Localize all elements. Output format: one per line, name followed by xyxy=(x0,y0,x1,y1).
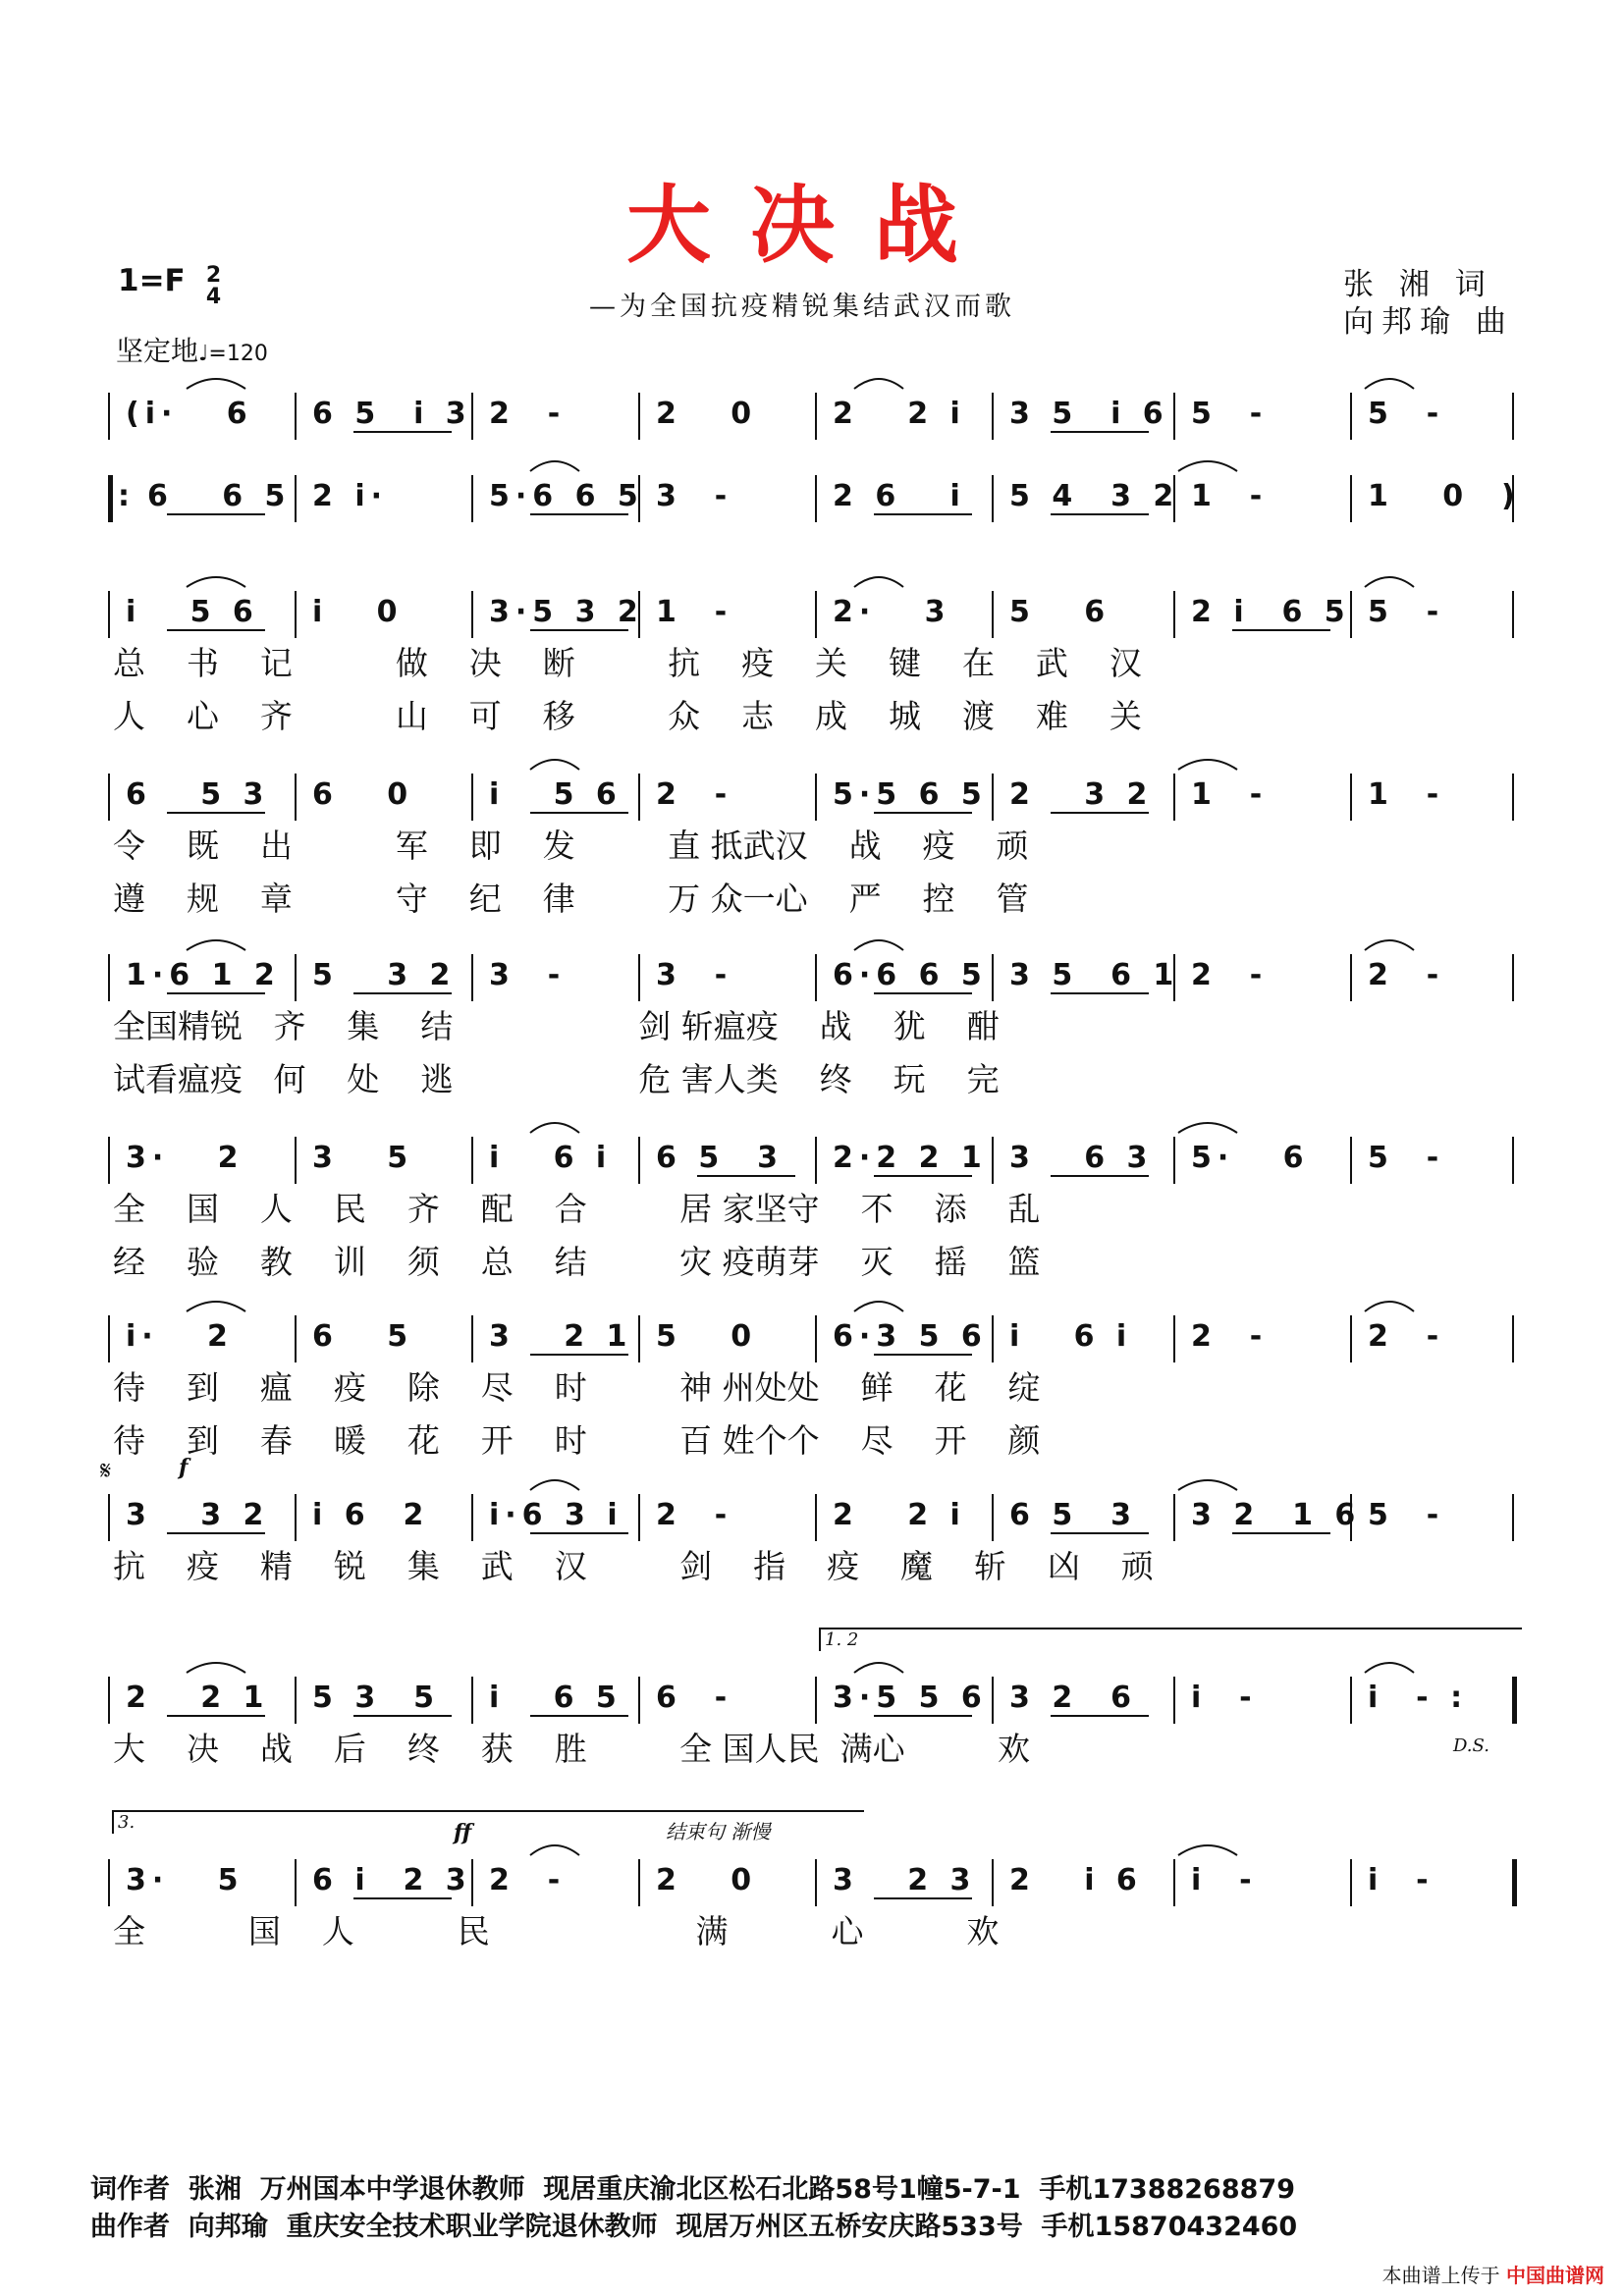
lyric-line: 大 决 战 后 终 获 胜 全 国人民 满心 欢 xyxy=(113,1730,1031,1768)
upload-note xyxy=(1382,2260,1604,2288)
measure-notes: 2 2 i xyxy=(833,397,966,431)
measure-notes: 5·5 6 5 xyxy=(833,777,988,812)
measure-notes: 3 2 1 xyxy=(489,1319,633,1354)
measure-notes: 6·6 6 5 xyxy=(833,958,988,992)
barline xyxy=(992,393,994,440)
measure-notes: 2· 3 xyxy=(833,595,951,629)
measure-notes: i - xyxy=(1191,1681,1258,1715)
measure-notes: 1 - xyxy=(656,595,733,629)
time-sig-top: 2 xyxy=(205,262,222,288)
score-row xyxy=(108,383,1522,442)
subtitle: —为全国抗疫精锐集结武汉而歌 xyxy=(589,292,1015,322)
barline xyxy=(1173,1677,1175,1724)
key-signature xyxy=(118,263,221,308)
barline xyxy=(1512,1494,1514,1541)
barline xyxy=(108,1315,110,1362)
barline xyxy=(815,475,817,522)
barline xyxy=(1350,393,1352,440)
measure-notes: 6 i 2 3 xyxy=(312,1863,472,1897)
measure-notes: 2 - xyxy=(489,397,567,431)
measure-notes: 3 2 3 xyxy=(833,1863,977,1897)
barline xyxy=(815,954,817,1001)
measure-notes: 5 - xyxy=(1368,1141,1445,1175)
measure-notes: 5· 6 xyxy=(1191,1141,1310,1175)
barline xyxy=(471,1494,473,1541)
barline xyxy=(471,954,473,1001)
measure-notes: 3 3 2 xyxy=(126,1498,270,1532)
lyric-line: 试看瘟疫 何 处 逃 危 害人类 终 玩 完 xyxy=(113,1060,1000,1098)
measure-notes: 5 3 5 xyxy=(312,1681,440,1715)
barline xyxy=(815,591,817,638)
score-row xyxy=(108,581,1522,735)
barline xyxy=(471,1677,473,1724)
tempo-value: ♩=120 xyxy=(198,342,268,366)
barline xyxy=(638,1677,640,1724)
barline xyxy=(108,475,113,522)
score-row xyxy=(100,1455,1522,1585)
measure-notes: 5 - xyxy=(1368,1498,1445,1532)
barline xyxy=(1512,1137,1514,1184)
barline xyxy=(1512,954,1514,1001)
lyric-line: 待 到 春 暖 花 开 时 百 姓个个 尽 开 颜 xyxy=(113,1421,1041,1460)
barline xyxy=(1173,591,1175,638)
barline xyxy=(815,1315,817,1362)
barline xyxy=(1350,1859,1352,1906)
measure-notes: 3·5 3 2 xyxy=(489,595,644,629)
lyric-line: 待 到 瘟 疫 除 尽 时 神 州处处 鲜 花 绽 xyxy=(113,1368,1041,1407)
barline xyxy=(1173,1315,1175,1362)
lyric-line: 人 心 齐 山 可 移 众 志 成 城 渡 难 关 xyxy=(113,697,1142,735)
score-row xyxy=(108,1127,1522,1281)
measure-notes: 3 - xyxy=(656,479,733,513)
measure-notes: 6 5 3 xyxy=(656,1141,784,1175)
repeat-sign: : xyxy=(118,479,135,513)
measure-notes: 2 - xyxy=(1191,1319,1269,1354)
lyricist: 张 湘 词 xyxy=(1343,267,1493,302)
barline xyxy=(108,591,110,638)
measure-notes: 1 0 ) xyxy=(1368,479,1521,513)
measure-notes: i 6 5 xyxy=(489,1681,623,1715)
dynamic-mark: f xyxy=(179,1455,189,1480)
measure-notes: i - xyxy=(1368,1863,1435,1897)
measure-notes: i·6 3 i xyxy=(489,1498,623,1532)
barline xyxy=(1350,1677,1352,1724)
measure-notes: 5 - xyxy=(1191,397,1269,431)
barline xyxy=(295,591,297,638)
barline xyxy=(992,1494,994,1541)
barline xyxy=(815,774,817,821)
barline xyxy=(992,591,994,638)
barline xyxy=(1350,954,1352,1001)
barline xyxy=(638,1137,640,1184)
barline xyxy=(992,1137,994,1184)
measure-notes: 2·2 2 1 xyxy=(833,1141,988,1175)
measure-notes: 6 5 3 xyxy=(1009,1498,1137,1532)
barline xyxy=(295,1315,297,1362)
score-row xyxy=(108,764,1522,918)
upload-site: 中国曲谱网 xyxy=(1506,2264,1604,2287)
measure-notes: 2 6 i xyxy=(833,479,966,513)
volta-bracket: 1. 2 xyxy=(819,1628,1522,1651)
barline xyxy=(1173,1494,1175,1541)
barline xyxy=(1512,774,1514,821)
measure-notes: 1 - xyxy=(1191,777,1269,812)
measure-notes: 6 - xyxy=(656,1681,733,1715)
barline xyxy=(638,1859,640,1906)
measure-notes: 2 - xyxy=(656,1498,733,1532)
barline xyxy=(1173,1137,1175,1184)
measure-notes: 3 2 1 6 xyxy=(1191,1498,1362,1532)
measure-notes: 5 0 xyxy=(656,1319,758,1354)
barline xyxy=(108,1137,110,1184)
barline xyxy=(108,954,110,1001)
measure-notes: 3·5 5 6 xyxy=(833,1681,988,1715)
barline xyxy=(108,1859,110,1906)
time-sig-bottom: 4 xyxy=(205,284,222,309)
measure-notes: i 0 xyxy=(312,595,404,629)
barline xyxy=(1350,1315,1352,1362)
barline xyxy=(108,774,110,821)
barline xyxy=(1512,591,1514,638)
measure-notes: 2 3 2 xyxy=(1009,777,1154,812)
barline xyxy=(1512,1315,1514,1362)
barline xyxy=(295,774,297,821)
score-row xyxy=(108,1812,1522,1950)
measure-notes: i - xyxy=(1191,1863,1258,1897)
measure-notes: 2 0 xyxy=(656,397,758,431)
ending-tempo-note: 结束句 渐慢 xyxy=(666,1820,771,1843)
score-row xyxy=(108,944,1522,1098)
barline xyxy=(295,1137,297,1184)
measure-notes: 3 2 6 xyxy=(1009,1681,1137,1715)
barline xyxy=(815,393,817,440)
lyric-line: 令 既 出 军 即 发 直 抵武汉 战 疫 顽 xyxy=(113,827,1029,865)
barline xyxy=(1350,475,1352,522)
barline xyxy=(1173,774,1175,821)
lyric-line: 遵 规 章 守 纪 律 万 众一心 严 控 管 xyxy=(113,880,1029,918)
measure-notes: i 6 i xyxy=(489,1141,613,1175)
measure-notes: 3 5 i 6 xyxy=(1009,397,1169,431)
barline xyxy=(1173,1859,1175,1906)
measure-notes: 2 - xyxy=(489,1863,567,1897)
measure-notes: 2 i 6 5 xyxy=(1191,595,1351,629)
barline xyxy=(1512,393,1514,440)
measure-notes: 2 - xyxy=(656,777,733,812)
barline xyxy=(992,1859,994,1906)
measure-notes: 3 - xyxy=(656,958,733,992)
measure-notes: 6 5 i 3 xyxy=(312,397,472,431)
measure-notes: 2 2 1 xyxy=(126,1681,270,1715)
measure-notes: 1 - xyxy=(1191,479,1269,513)
barline xyxy=(295,475,297,522)
barline xyxy=(1512,1677,1517,1724)
measure-notes: 2 0 xyxy=(656,1863,758,1897)
measure-notes: i 6 i xyxy=(1009,1319,1133,1354)
barline xyxy=(815,1859,817,1906)
measure-notes: 5 - xyxy=(1368,397,1445,431)
measure-notes: 5 6 xyxy=(1009,595,1111,629)
score-row xyxy=(108,1306,1522,1460)
footer-lyricist-info: 词作者 张湘 万州国本中学退休教师 现居重庆渝北区松石北路58号1幢5-7-1 手机17388268879 xyxy=(90,2174,1295,2205)
barline xyxy=(108,1494,110,1541)
barline xyxy=(1350,774,1352,821)
barline xyxy=(815,1494,817,1541)
upload-prefix: 本曲谱上传于 xyxy=(1381,2264,1500,2287)
barline xyxy=(815,1677,817,1724)
measure-notes: (i· 6 xyxy=(126,397,253,431)
barline xyxy=(295,393,297,440)
measure-notes: i 5 6 xyxy=(489,777,623,812)
dynamic-mark: ff xyxy=(454,1820,472,1845)
barline xyxy=(638,393,640,440)
barline xyxy=(108,1677,110,1724)
measure-notes: 2 i· xyxy=(312,479,388,513)
barline xyxy=(471,774,473,821)
barline xyxy=(638,954,640,1001)
measure-notes: 5·6 6 5 xyxy=(489,479,644,513)
barline xyxy=(471,591,473,638)
measure-notes: 6 0 xyxy=(312,777,414,812)
barline xyxy=(638,1494,640,1541)
barline xyxy=(1173,393,1175,440)
song-title: 大决战 xyxy=(626,176,998,275)
measure-notes: 2 - xyxy=(1368,1319,1445,1354)
measure-notes: 3 5 6 1 xyxy=(1009,958,1180,992)
measure-notes: 5 4 3 2 xyxy=(1009,479,1180,513)
measure-notes: 6 5 xyxy=(312,1319,414,1354)
barline xyxy=(471,1137,473,1184)
time-signature xyxy=(205,262,222,309)
measure-notes: i 6 2 xyxy=(312,1498,430,1532)
lyric-line: 全 国 人 民 齐 配 合 居 家坚守 不 添 乱 xyxy=(113,1190,1041,1228)
measure-notes: 1 - xyxy=(1368,777,1445,812)
measure-notes: 3 5 xyxy=(312,1141,414,1175)
barline xyxy=(992,475,994,522)
measure-notes: 6 6 5 xyxy=(147,479,292,513)
score-row xyxy=(108,465,1522,524)
barline xyxy=(471,1315,473,1362)
lyric-line: 抗 疫 精 锐 集 武 汉 剑 指 疫 魔 斩 凶 顽 xyxy=(113,1547,1154,1585)
barline xyxy=(815,1137,817,1184)
footer-composer-info: 曲作者 向邦瑜 重庆安全技术职业学院退休教师 现居万州区五桥安庆路533号 手机15870432460 xyxy=(90,2212,1298,2242)
tempo-marking xyxy=(116,330,268,369)
barline xyxy=(295,954,297,1001)
measure-notes: 1·6 1 2 xyxy=(126,958,281,992)
barline xyxy=(638,1315,640,1362)
ds-mark: D.S. xyxy=(1453,1735,1489,1756)
barline xyxy=(471,475,473,522)
measure-notes: i· 2 xyxy=(126,1319,234,1354)
barline xyxy=(295,1859,297,1906)
measure-notes: 3· 5 xyxy=(126,1863,244,1897)
barline xyxy=(1512,1859,1517,1906)
barline xyxy=(992,954,994,1001)
barline xyxy=(992,1677,994,1724)
score-row xyxy=(108,1629,1522,1768)
lyric-line: 总 书 记 做 决 断 抗 疫 关 键 在 武 汉 xyxy=(113,644,1142,682)
segno-sign: 𝄋 xyxy=(100,1457,112,1486)
measure-notes: 2 2 i xyxy=(833,1498,966,1532)
tempo-word: 坚定地 xyxy=(116,335,199,367)
measure-notes: 3 - xyxy=(489,958,567,992)
barline xyxy=(1350,1137,1352,1184)
measure-notes: 2 - xyxy=(1191,958,1269,992)
barline xyxy=(295,1677,297,1724)
key-label: 1=F xyxy=(118,263,186,298)
measure-notes: 3 6 3 xyxy=(1009,1141,1154,1175)
lyric-line: 经 验 教 训 须 总 结 灾 疫萌芽 灭 摇 篮 xyxy=(113,1243,1041,1281)
barline xyxy=(992,1315,994,1362)
measure-notes: 5 3 2 xyxy=(312,958,457,992)
barline xyxy=(295,1494,297,1541)
lyric-line: 全 国 人 民 满 心 欢 xyxy=(113,1912,1000,1950)
measure-notes: 6·3 5 6 xyxy=(833,1319,988,1354)
measure-notes: 2 i 6 xyxy=(1009,1863,1143,1897)
barline xyxy=(638,774,640,821)
barline xyxy=(992,774,994,821)
barline xyxy=(108,393,110,440)
volta-bracket: 3. xyxy=(112,1810,864,1834)
measure-notes: i - : xyxy=(1368,1681,1469,1715)
measure-notes: 3· 2 xyxy=(126,1141,244,1175)
composer: 向邦瑜 曲 xyxy=(1343,304,1514,340)
measure-notes: 5 - xyxy=(1368,595,1445,629)
measure-notes: 2 - xyxy=(1368,958,1445,992)
lyric-line: 全国精锐 齐 集 结 剑 斩瘟疫 战 犹 酣 xyxy=(113,1007,1000,1045)
measure-notes: i 5 6 xyxy=(126,595,259,629)
measure-notes: 6 5 3 xyxy=(126,777,270,812)
